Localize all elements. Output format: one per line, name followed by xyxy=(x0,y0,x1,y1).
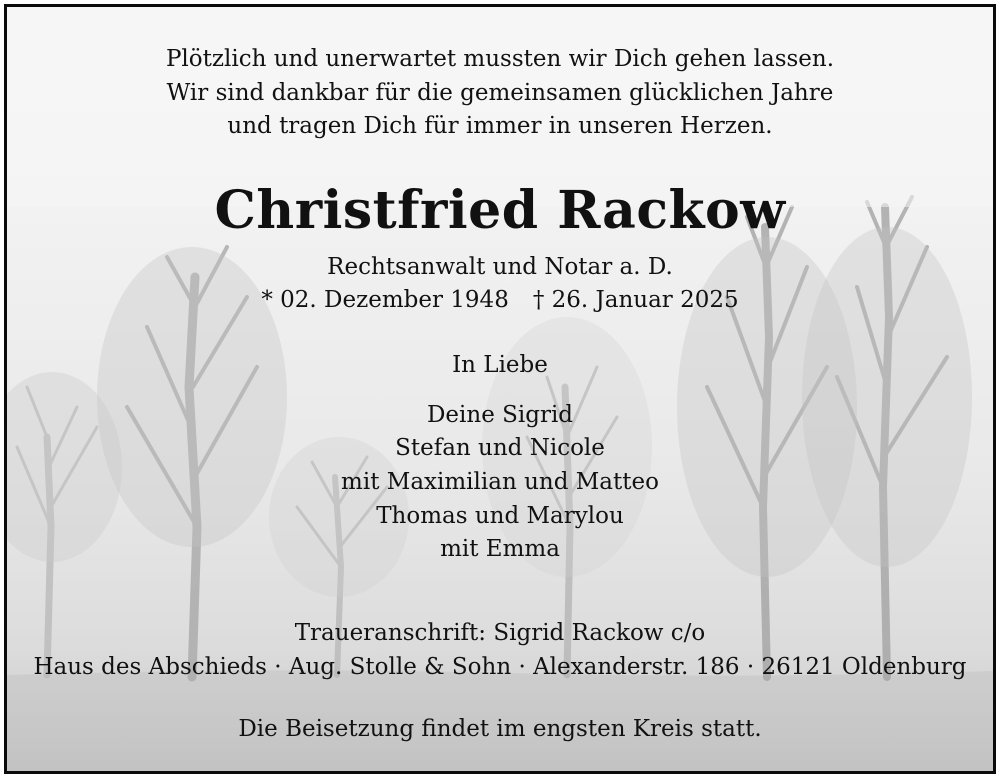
closing-phrase: In Liebe xyxy=(452,352,548,378)
mourner-line-2: Stefan und Nicole xyxy=(395,435,605,461)
birth-date: * 02. Dezember 1948 xyxy=(261,287,509,313)
mourner-line-3: mit Maximilian und Matteo xyxy=(341,469,659,495)
deceased-profession: Rechtsanwalt und Notar a. D. xyxy=(327,254,673,280)
intro-line-1: Plötzlich und unerwartet mussten wir Dich gehen lassen. xyxy=(165,46,835,72)
address-line-1: Traueranschrift: Sigrid Rackow c/o xyxy=(294,620,706,646)
burial-note: Die Beisetzung findet im engsten Kreis statt. xyxy=(238,716,762,742)
death-date: † 26. Januar 2025 xyxy=(532,287,739,313)
intro-line-3: und tragen Dich für immer in unseren Herzen. xyxy=(227,113,773,139)
mourner-line-5: mit Emma xyxy=(440,536,560,562)
obituary-notice xyxy=(4,4,996,774)
deceased-name: Christfried Rackow xyxy=(214,180,786,241)
intro-line-2: Wir sind dankbar für die gemeinsamen glücklichen Jahre xyxy=(166,80,834,106)
mourner-line-4: Thomas und Marylou xyxy=(376,503,624,529)
mourner-line-1: Deine Sigrid xyxy=(426,402,574,428)
address-line-2: Haus des Abschieds · Aug. Stolle & Sohn · Alexanderstr. 186 · 26121 Oldenburg xyxy=(33,654,967,680)
life-dates xyxy=(7,285,993,315)
notice-text xyxy=(7,7,993,771)
